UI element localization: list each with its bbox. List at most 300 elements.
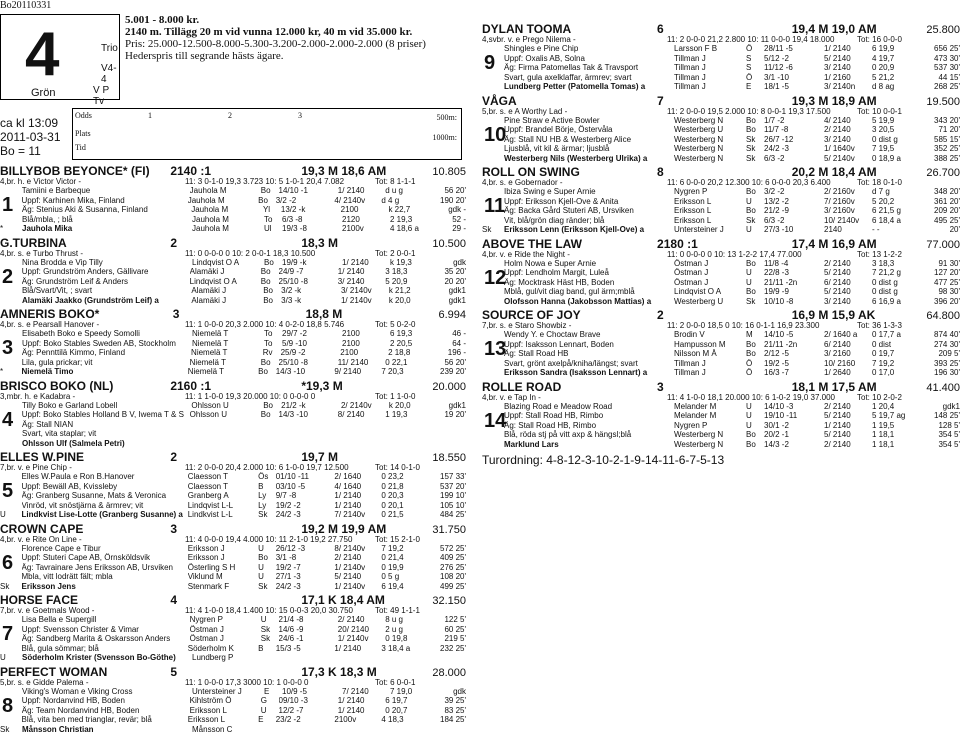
horse-pedigree: 4,br. v. e Tap In - bbox=[482, 392, 541, 402]
line-distance: 8/ 2140v bbox=[334, 543, 366, 553]
horse-earnings: 18.550 bbox=[432, 452, 466, 464]
line-distance: 1/ 1640v bbox=[824, 144, 855, 153]
line-date: 20/2 -1 bbox=[764, 430, 789, 439]
prize-line-3: Pris: 25.000-12.500-8.000-5.300-3.200-2.000-2.000-2.000 (8 priser) bbox=[125, 38, 426, 50]
line-result: 0 20,9 bbox=[872, 63, 895, 72]
line-description: Äg: Stall NU HB & Westerberg Alice bbox=[504, 134, 632, 144]
line-track: Bo bbox=[260, 267, 271, 276]
horse-body bbox=[0, 615, 466, 663]
line-driver: Westerberg U bbox=[674, 125, 724, 134]
line-odds: 60 25' bbox=[444, 624, 467, 634]
line-date: 1/7 -2 bbox=[764, 115, 785, 125]
track-code: Bo = 11 bbox=[0, 144, 41, 158]
line-date: 19/2 -5 bbox=[764, 358, 789, 368]
line-description: Westerberg Nils (Westerberg Ulrika) a bbox=[504, 153, 648, 163]
line-driver: Viklund M bbox=[187, 572, 223, 581]
start-line bbox=[482, 154, 960, 164]
line-description: Äg: Backa Gård Stuteri AB, Ursviken bbox=[504, 206, 634, 215]
line-result: 5 19,7 ag bbox=[872, 411, 906, 420]
horse-pedigree: 3,mbr. h. e Kadabra - bbox=[0, 391, 76, 401]
horse-entry bbox=[482, 165, 960, 235]
start-line bbox=[0, 544, 466, 554]
line-odds: 91 30' bbox=[938, 258, 960, 268]
line-distance: 4/ 2140 bbox=[824, 115, 851, 125]
line-date: 25/9 -2 bbox=[280, 348, 306, 357]
line-result: 6 19,7 bbox=[385, 696, 408, 705]
line-date: 28/11 -5 bbox=[764, 44, 793, 53]
start-line bbox=[0, 510, 466, 520]
line-marker bbox=[482, 297, 504, 307]
line-result: 0 dist g bbox=[872, 287, 898, 296]
line-description: Uppf: Brandel Börje, Östervåla bbox=[504, 125, 613, 134]
place-2: 2 bbox=[228, 111, 232, 120]
horse-name: ROLL ON SWING bbox=[482, 165, 580, 179]
line-date: 19/9 -k bbox=[282, 257, 307, 267]
line-description: Svart, gula axelklaffar, ärmrev; svart bbox=[504, 72, 632, 82]
line-date: 11/8 -4 bbox=[764, 258, 789, 268]
line-odds: 148 25' bbox=[934, 411, 960, 420]
line-date: 19/2 -2 bbox=[275, 500, 301, 510]
horse-total-stats: Tot: 8 1-1-1 bbox=[375, 177, 416, 186]
horse-number: 8 bbox=[2, 694, 14, 717]
prize-line-4: Hederspris till segrande hästs ägare. bbox=[125, 50, 284, 62]
line-distance: 1/ 2140 bbox=[337, 696, 365, 705]
horse-number: 10 bbox=[484, 123, 507, 146]
track-color: Grön bbox=[31, 87, 56, 99]
line-description: Elisabeth Boko e Speedy Somolli bbox=[22, 329, 140, 338]
horse-total-stats: Tot: 2 0-0-1 bbox=[375, 248, 416, 258]
horse-body bbox=[0, 472, 466, 520]
line-track: Ö bbox=[746, 368, 753, 377]
horse-stats bbox=[482, 321, 960, 330]
line-distance: 5/ 2140 bbox=[824, 411, 851, 420]
line-odds: 108 20' bbox=[440, 572, 467, 581]
line-result: 0 20,3 bbox=[381, 491, 404, 500]
line-date: 19/3 -8 bbox=[282, 224, 307, 233]
line-driver: Jauhola M bbox=[192, 214, 229, 224]
line-driver: Niemelä T bbox=[187, 367, 225, 376]
line-date bbox=[282, 439, 342, 449]
line-result: 0 17,7 a bbox=[872, 330, 901, 339]
line-odds: gdk bbox=[453, 257, 466, 267]
horse-distance: 2140 :1 bbox=[170, 164, 212, 178]
start-line bbox=[482, 216, 960, 226]
horse-distance: 2180 :1 bbox=[657, 236, 698, 251]
horse-pedigree: 4,br. s. e Pearsall Hanover - bbox=[0, 320, 100, 329]
line-date: 03/10 -5 bbox=[275, 481, 306, 491]
line-description: Ibiza Swing e Super Arnie bbox=[504, 187, 596, 196]
horse-distance: 2 bbox=[657, 308, 664, 322]
horse-body bbox=[0, 401, 466, 449]
line-odds: 495 25' bbox=[934, 215, 960, 225]
horse-season-stats: 11: 0 0-0-0 0 10: 2 0-0-1 18,3 10.500 bbox=[185, 248, 316, 258]
line-distance: 2/ 2140 bbox=[334, 553, 362, 562]
line-driver: Niemelä T bbox=[192, 338, 229, 348]
line-result: k 19,3 bbox=[390, 257, 412, 267]
line-distance: 2/ 2140 bbox=[824, 125, 851, 134]
line-result: 0 21,4 bbox=[381, 553, 404, 562]
line-result: 0 19,9 bbox=[381, 562, 404, 572]
horse-stats bbox=[0, 678, 466, 687]
start-line bbox=[0, 491, 466, 501]
line-odds: 64 - bbox=[452, 338, 466, 348]
prize-line-1: 5.001 - 8.000 kr. bbox=[125, 14, 200, 26]
line-result: 3 20,5 bbox=[872, 125, 895, 134]
line-description: Äg: Stall Road HB bbox=[504, 349, 569, 358]
line-odds: 196 30' bbox=[934, 368, 960, 377]
start-line bbox=[0, 358, 466, 368]
line-distance bbox=[342, 429, 390, 439]
line-description: Tamiini e Barbeque bbox=[21, 186, 91, 195]
line-track: U bbox=[746, 268, 752, 277]
line-track bbox=[264, 439, 282, 449]
line-description: Tilly Boko e Garland Lobell bbox=[21, 400, 118, 410]
line-date: 15/3 -5 bbox=[275, 643, 301, 653]
line-track: Bo bbox=[263, 286, 273, 295]
line-result: 7 20,3 bbox=[381, 367, 404, 376]
horse-body bbox=[0, 186, 466, 234]
line-result: 4 19,7 bbox=[872, 53, 895, 63]
horse-stats bbox=[482, 178, 960, 187]
line-description: Jauhola Mika bbox=[22, 224, 73, 233]
start-line bbox=[0, 186, 466, 196]
line-distance: 10/ 2160 bbox=[824, 358, 856, 368]
line-date: 13/2 -2 bbox=[764, 196, 789, 206]
horse-pedigree: 7,br. v. e Pine Chip - bbox=[0, 463, 72, 472]
line-track: To bbox=[264, 329, 273, 338]
horse-distance: 6 bbox=[657, 22, 664, 36]
horse-record: 19,3 M 18,6 AM bbox=[301, 164, 387, 178]
line-driver: Granberg A bbox=[187, 491, 229, 500]
race-number: 4 bbox=[25, 20, 60, 89]
game-trio: Trio bbox=[101, 43, 118, 54]
line-result bbox=[390, 439, 450, 449]
line-odds: gdk bbox=[453, 686, 466, 696]
horse-pedigree: 7,br. s. e Staro Showbiz - bbox=[482, 321, 572, 330]
line-driver: Tillman J bbox=[674, 368, 706, 377]
line-date: 21/11 -2n bbox=[764, 277, 798, 287]
line-distance: 5/ 2140 bbox=[334, 572, 362, 581]
line-description: Söderholm Krister (Svensson Bo-Göthe) bbox=[22, 653, 176, 662]
horse-total-stats: Tot: 18 0-1-0 bbox=[857, 178, 902, 187]
line-description: Nina Brodda e Vip Tilly bbox=[22, 257, 103, 267]
line-date: 25/10 -8 bbox=[278, 276, 308, 286]
start-time: ca kl 13:09 bbox=[0, 116, 59, 130]
horse-season-stats: 11: 3 0-1-0 19,3 3.723 10: 5 1-0-1 20,4 7.082 bbox=[185, 177, 345, 186]
line-date: 29/7 -2 bbox=[282, 329, 307, 338]
line-distance: 10/ 2140v bbox=[824, 215, 860, 225]
line-track: E bbox=[258, 715, 264, 724]
start-line bbox=[482, 125, 960, 135]
line-track: U bbox=[746, 411, 752, 420]
line-result bbox=[390, 420, 450, 430]
line-result: 1 19,5 bbox=[872, 420, 895, 430]
line-driver: Alamäki J bbox=[191, 286, 227, 295]
horse-entry bbox=[482, 94, 960, 164]
horse-earnings: 10.805 bbox=[432, 166, 466, 178]
line-odds: 477 25' bbox=[934, 277, 960, 287]
line-odds: 352 25' bbox=[934, 144, 960, 153]
page-label: Bo20110331 bbox=[0, 0, 52, 11]
line-date: 14/6 -9 bbox=[278, 624, 304, 634]
horse-number: 7 bbox=[2, 623, 14, 645]
line-driver: Ohlsson U bbox=[189, 410, 227, 419]
start-line bbox=[482, 287, 960, 297]
line-odds: 656 25' bbox=[934, 44, 960, 53]
start-line bbox=[0, 563, 466, 573]
horse-header bbox=[0, 450, 466, 463]
line-odds: 219 5' bbox=[444, 634, 467, 643]
line-date: 09/10 -3 bbox=[278, 696, 308, 705]
line-driver: Ohlsson U bbox=[191, 400, 229, 410]
line-odds: 35 20' bbox=[444, 267, 467, 276]
line-result: 0 19,8 bbox=[385, 634, 408, 643]
line-track: Bo bbox=[260, 357, 271, 367]
horse-entry bbox=[0, 593, 466, 663]
horse-earnings: 32.150 bbox=[432, 595, 466, 607]
start-line bbox=[482, 82, 960, 92]
line-odds bbox=[450, 420, 466, 430]
line-driver: Nygren P bbox=[674, 187, 708, 196]
horse-total-stats: Tot: 49 1-1-1 bbox=[375, 606, 420, 615]
line-distance: 1/ 2140 bbox=[824, 420, 851, 430]
start-line bbox=[0, 348, 466, 358]
horse-header bbox=[0, 236, 466, 249]
start-line bbox=[482, 278, 960, 288]
line-odds: 348 20' bbox=[934, 187, 960, 196]
horse-entry bbox=[482, 380, 960, 450]
line-odds: 874 40' bbox=[934, 330, 960, 339]
line-date: 26/7 -12 bbox=[764, 134, 794, 144]
start-line bbox=[482, 340, 960, 350]
line-driver bbox=[192, 439, 264, 449]
line-result: 0 dist g bbox=[872, 134, 898, 144]
line-odds: 83 25' bbox=[444, 705, 467, 715]
start-line bbox=[0, 553, 466, 563]
horse-earnings: 25.800 bbox=[926, 24, 960, 36]
line-distance: 7/ 2140 bbox=[342, 686, 369, 696]
start-line bbox=[482, 330, 960, 340]
line-driver: Östman J bbox=[674, 268, 709, 277]
line-date: 30/1 -2 bbox=[764, 420, 789, 430]
start-line bbox=[482, 411, 960, 421]
line-result: 0 21,8 bbox=[381, 481, 404, 491]
horse-number: 12 bbox=[484, 266, 507, 289]
line-date: 14/3 -2 bbox=[764, 439, 789, 449]
horse-entry bbox=[482, 308, 960, 378]
line-result: 5 21,2 bbox=[872, 72, 895, 82]
line-track bbox=[264, 429, 282, 439]
line-distance: 5/ 2140v bbox=[824, 153, 855, 163]
line-driver: Lundberg P bbox=[192, 653, 234, 662]
line-description: Uppf: Bewäll AB, Kvissleby bbox=[21, 481, 118, 491]
line-distance: 2140 bbox=[824, 225, 842, 234]
line-description: Blå, röda stj på vitt axp & hängsl;blå bbox=[504, 430, 632, 439]
line-driver: Alamäki J bbox=[189, 267, 225, 276]
line-driver: Brodin V bbox=[674, 330, 705, 339]
line-odds: 56 20' bbox=[444, 186, 467, 195]
line-odds bbox=[450, 725, 466, 735]
line-odds: 396 20' bbox=[934, 296, 960, 306]
line-marker: U bbox=[0, 653, 6, 662]
line-description: Äg: Pennttilä Kimmo, Finland bbox=[21, 348, 126, 357]
line-odds bbox=[450, 653, 466, 663]
line-date: 14/10 -1 bbox=[278, 186, 308, 195]
line-distance: 7/ 2160v bbox=[824, 196, 855, 206]
line-driver: Nygren P bbox=[189, 615, 223, 624]
horse-number: 13 bbox=[484, 338, 507, 360]
horse-pedigree: 4,br. s. e Gobernador - bbox=[482, 178, 563, 187]
line-date: 10/9 -5 bbox=[282, 686, 307, 696]
line-result: 5 20,2 bbox=[872, 196, 895, 206]
line-description: Holm Nowa e Super Arnie bbox=[504, 258, 597, 268]
horse-entry bbox=[0, 236, 466, 306]
line-driver: Jauhola M bbox=[192, 224, 229, 233]
line-track: Sk bbox=[746, 134, 756, 144]
line-result: 0 20,1 bbox=[381, 500, 404, 510]
line-distance: 4/ 1640 bbox=[334, 481, 362, 491]
horse-number: 4 bbox=[2, 408, 14, 431]
line-description: Uppf: Stuteri Cape AB, Örnsköldsvik bbox=[21, 553, 151, 562]
line-description: Uppf: Boko Stables Holland B V, Iwema T & S bbox=[21, 410, 184, 419]
line-date: 3/1 -8 bbox=[275, 553, 297, 562]
horse-header bbox=[482, 380, 960, 393]
line-odds: 52 - bbox=[452, 214, 466, 224]
line-driver: Niemelä T bbox=[191, 348, 228, 357]
horse-distance: 2 bbox=[170, 235, 177, 250]
line-marker bbox=[482, 154, 504, 164]
line-distance: 4/ 2140v bbox=[334, 195, 366, 205]
line-description: Niemelä Timo bbox=[21, 367, 74, 376]
line-result: - - bbox=[872, 225, 880, 234]
line-description: Uppf: Oxalis AB, Solna bbox=[504, 53, 585, 63]
line-date: 2/12 -5 bbox=[764, 349, 789, 358]
line-driver: Östman J bbox=[189, 624, 224, 634]
horse-header bbox=[482, 308, 960, 321]
line-date bbox=[282, 420, 342, 430]
horse-total-stats: Tot: 10 2-0-2 bbox=[857, 392, 902, 402]
line-driver: Eriksson J bbox=[187, 543, 225, 553]
line-track: E bbox=[264, 686, 270, 696]
start-line bbox=[482, 349, 960, 359]
line-distance: 1/ 2140v bbox=[340, 295, 372, 305]
line-driver: Larsson F B bbox=[674, 44, 718, 53]
start-line bbox=[482, 73, 960, 83]
line-driver: Niemelä T bbox=[189, 357, 226, 367]
line-distance: 6/ 2140 bbox=[824, 339, 851, 349]
horse-season-stats: 11: 4 1-0-0 18,4 1.400 10: 15 0-0-3 20,0 30.750 bbox=[185, 606, 353, 615]
horse-earnings: 20.000 bbox=[432, 380, 466, 393]
line-description: Äg: Mocktrask Häst HB, Boden bbox=[504, 277, 615, 287]
line-date: 21/11 -2n bbox=[764, 339, 798, 349]
line-distance: 7/ 2140v bbox=[334, 510, 366, 519]
game-vptv: V P Tv bbox=[93, 85, 109, 107]
line-track bbox=[264, 725, 282, 735]
horse-stats bbox=[0, 463, 466, 472]
line-track: Sk bbox=[746, 215, 756, 225]
line-result: 0 23,2 bbox=[381, 472, 404, 481]
horse-number: 1 bbox=[2, 194, 14, 216]
horse-entry bbox=[0, 522, 466, 592]
start-line bbox=[482, 259, 960, 269]
line-date: 3/1 -10 bbox=[764, 72, 789, 82]
plats-label: Plats bbox=[75, 129, 91, 138]
line-distance: 8/ 2140 bbox=[337, 410, 365, 419]
line-distance: 3/ 2140v bbox=[340, 286, 372, 295]
line-odds: 98 30' bbox=[938, 287, 960, 296]
line-odds: 157 33' bbox=[440, 472, 467, 481]
line-date: 6/3 -8 bbox=[282, 214, 303, 224]
line-distance: 3/ 2160v bbox=[824, 206, 855, 215]
horse-season-stats: 11: 2 0-0-0 21,2 2.800 10: 11 0-0-0 19,4 18.000 bbox=[667, 35, 835, 44]
horse-distance: 3 bbox=[657, 379, 664, 394]
line-driver: Westerberg N bbox=[674, 153, 724, 163]
line-driver: Eriksson L bbox=[674, 206, 712, 215]
split-1000: 1000m: bbox=[432, 133, 457, 142]
line-description: Eriksson Lenn (Eriksson Kjell-Ove) a bbox=[504, 225, 645, 234]
line-track: Bo bbox=[258, 195, 268, 205]
horse-season-stats: 11: 1 0-0-0 20,3 2.000 10: 4 0-2-0 18,8 5.746 bbox=[185, 320, 345, 329]
line-driver: Claesson T bbox=[187, 481, 229, 491]
line-description: Eriksson Jens bbox=[21, 581, 76, 591]
line-distance: 9/ 2140 bbox=[334, 367, 362, 376]
tid-label: Tid bbox=[75, 143, 86, 152]
horse-distance: 7 bbox=[657, 93, 664, 108]
line-odds: 127 20' bbox=[934, 268, 960, 277]
line-driver: Tillman J bbox=[674, 82, 706, 91]
line-distance: 2/ 2140 bbox=[337, 615, 365, 624]
line-description: Uppf: Stall Road HB, Rimbo bbox=[504, 411, 604, 420]
horse-header bbox=[0, 665, 466, 678]
line-date: 26/12 -3 bbox=[275, 543, 306, 553]
line-date: 14/3 -10 bbox=[275, 367, 306, 376]
line-date: 21/2 -9 bbox=[764, 206, 789, 215]
horse-total-stats: Tot: 1 1-0-0 bbox=[375, 391, 416, 401]
left-horse-column bbox=[0, 164, 466, 736]
line-description: Uppf: Karhinen Mika, Finland bbox=[21, 195, 125, 205]
line-driver: Westerberg N bbox=[674, 115, 724, 125]
line-track: Bo bbox=[746, 187, 756, 196]
line-driver: Eriksson J bbox=[187, 553, 225, 562]
line-date bbox=[282, 429, 342, 439]
split-500: 500m: bbox=[436, 113, 457, 122]
line-odds: 44 15' bbox=[938, 72, 960, 82]
start-line bbox=[0, 501, 466, 511]
line-distance: 2100 bbox=[342, 329, 360, 338]
horse-pedigree: 4,svbr. v. e Prego Nilema - bbox=[482, 35, 576, 44]
horse-name: CROWN CAPE bbox=[0, 521, 84, 536]
line-description: Äg: Grundström Leif & Anders bbox=[21, 276, 129, 286]
line-distance: 2100v bbox=[334, 715, 357, 724]
horse-season-stats: 11: 1 0-0-0 17,3 3000 10: 1 0-0-0 0 bbox=[185, 677, 309, 687]
line-description: Vit, blå/grön diag ränder; blå bbox=[504, 215, 605, 225]
line-track: U bbox=[746, 401, 752, 411]
line-driver: Claesson T bbox=[187, 472, 229, 481]
line-result: 0 20,7 bbox=[385, 705, 408, 715]
line-description: Lindkvist Lise-Lotte (Granberg Susanne) a bbox=[21, 510, 183, 519]
start-line bbox=[0, 653, 466, 663]
line-date: 01/10 -11 bbox=[275, 472, 309, 481]
line-date: 19/10 -11 bbox=[764, 411, 798, 420]
line-track: U bbox=[746, 420, 752, 430]
horse-name: DYLAN TOOMA bbox=[482, 22, 572, 36]
line-track bbox=[264, 420, 282, 430]
line-driver: Niemelä T bbox=[192, 329, 229, 338]
horse-season-stats: 11: 6 0-0-0 20,2 12.300 10: 6 0-0-0 20,3 6.400 bbox=[667, 178, 831, 187]
line-odds: 19 20' bbox=[444, 410, 467, 419]
line-track: U bbox=[746, 277, 752, 287]
line-odds: 190 20' bbox=[440, 195, 467, 205]
